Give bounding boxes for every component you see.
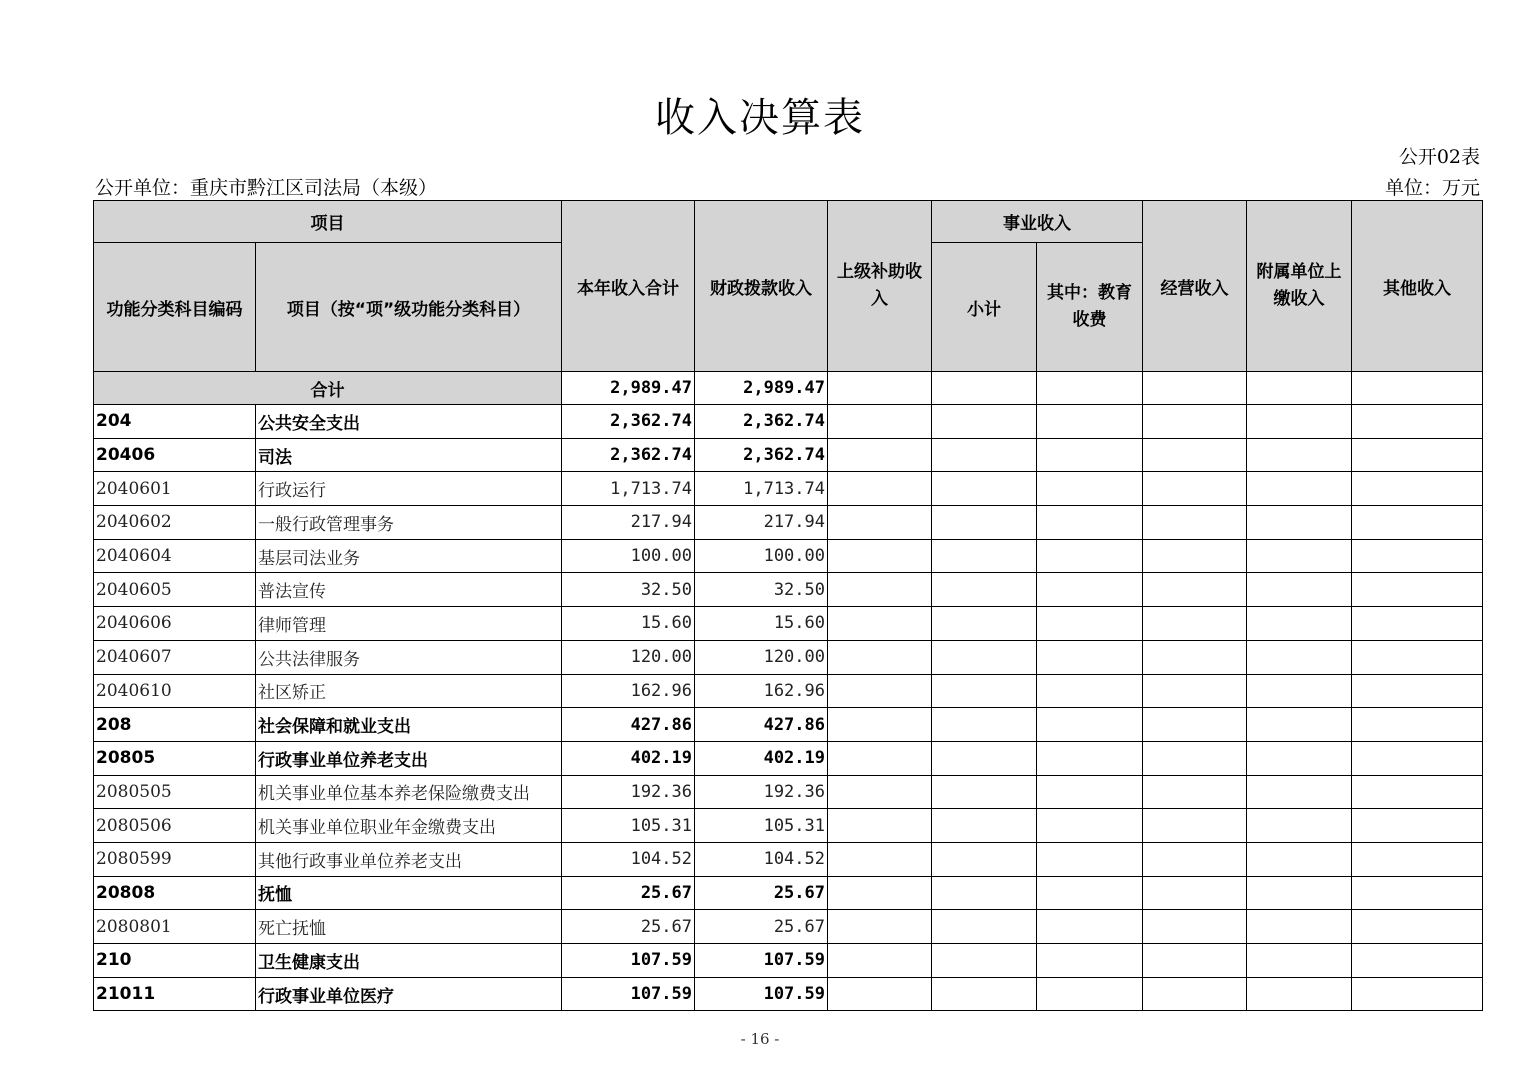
row-fiscal: 107.59 [695,944,828,978]
currency-unit: 单位：万元 [1384,177,1480,199]
empty-cell [1143,472,1247,506]
empty-cell [1143,674,1247,708]
total-fiscal-value: 2,989.47 [695,372,828,405]
row-name: 公共安全支出 [256,405,562,439]
table-row [94,977,1483,1011]
empty-cell [1143,809,1247,843]
report-title: 收入决算表 [655,95,865,141]
empty-cell [932,775,1037,809]
header-subtotal: 小计 [932,243,1037,372]
row-code: 2040605 [94,573,256,607]
row-code: 2040601 [94,472,256,506]
row-code: 2080599 [94,842,256,876]
table-row [94,944,1483,978]
row-total-income: 1,713.74 [562,472,695,506]
empty-cell [1352,573,1483,607]
empty-cell [1247,708,1352,742]
header-business-income: 事业收入 [932,201,1143,243]
empty-cell [932,405,1037,439]
form-number: 公开02表 [1398,146,1480,168]
row-name: 机关事业单位职业年金缴费支出 [256,809,562,843]
header-affiliated: 附属单位上缴收入 [1247,201,1352,372]
empty-cell [1352,977,1483,1011]
row-total-income: 32.50 [562,573,695,607]
row-fiscal: 427.86 [695,708,828,742]
empty-cell [1037,775,1143,809]
empty-cell [932,910,1037,944]
row-fiscal: 402.19 [695,741,828,775]
row-code: 2040607 [94,640,256,674]
total-label: 合计 [94,372,562,405]
row-fiscal: 120.00 [695,640,828,674]
row-name: 抚恤 [256,876,562,910]
empty-cell [828,539,932,573]
empty-cell [1352,438,1483,472]
row-name: 行政事业单位养老支出 [256,741,562,775]
row-code: 2040604 [94,539,256,573]
empty-cell [1143,910,1247,944]
row-name: 社区矫正 [256,674,562,708]
empty-cell [1352,910,1483,944]
table-row [94,741,1483,775]
empty-cell [1037,977,1143,1011]
row-fiscal: 192.36 [695,775,828,809]
empty-cell [932,539,1037,573]
empty-cell [1352,472,1483,506]
empty-cell [1143,708,1247,742]
empty-cell [1352,607,1483,641]
table-row [94,607,1483,641]
empty-cell [1247,876,1352,910]
empty-cell [932,741,1037,775]
row-total-income: 107.59 [562,977,695,1011]
empty-cell [1352,842,1483,876]
empty-cell [828,674,932,708]
table-row [94,405,1483,439]
empty-cell [1247,506,1352,540]
empty-cell [932,674,1037,708]
empty-cell [932,573,1037,607]
empty-cell [1247,910,1352,944]
empty-cell [828,506,932,540]
empty-cell [1247,977,1352,1011]
empty-cell [1037,910,1143,944]
empty-cell [1352,809,1483,843]
table-row [94,708,1483,742]
row-name: 社会保障和就业支出 [256,708,562,742]
empty-cell [828,472,932,506]
row-code: 2040602 [94,506,256,540]
row-fiscal: 1,713.74 [695,472,828,506]
empty-cell [828,910,932,944]
empty-cell [828,944,932,978]
empty-cell [932,809,1037,843]
empty-cell [1143,607,1247,641]
row-fiscal: 25.67 [695,910,828,944]
row-name: 一般行政管理事务 [256,506,562,540]
row-code: 2080801 [94,910,256,944]
table-row [94,876,1483,910]
empty-cell [1037,876,1143,910]
row-total-income: 217.94 [562,506,695,540]
total-row [94,372,1483,405]
empty-cell [1247,472,1352,506]
row-total-income: 120.00 [562,640,695,674]
empty-cell [1247,640,1352,674]
header-total-income: 本年收入合计 [562,201,695,372]
empty-cell [1037,708,1143,742]
row-code: 2080505 [94,775,256,809]
empty-cell [1352,640,1483,674]
row-total-income: 427.86 [562,708,695,742]
row-name: 死亡抚恤 [256,910,562,944]
empty-cell [1247,842,1352,876]
empty-cell [1037,741,1143,775]
table-row [94,842,1483,876]
header-item: 项目 [94,201,562,243]
empty-cell [1143,405,1247,439]
empty-cell [932,438,1037,472]
empty-cell [932,640,1037,674]
empty-cell [1143,775,1247,809]
row-fiscal: 104.52 [695,842,828,876]
empty-cell [828,977,932,1011]
empty-cell [1247,438,1352,472]
empty-cell [828,842,932,876]
row-fiscal: 217.94 [695,506,828,540]
row-total-income: 2,362.74 [562,438,695,472]
empty-cell [1143,977,1247,1011]
empty-cell [1352,674,1483,708]
table-row [94,573,1483,607]
empty-cell [1352,775,1483,809]
empty-cell [1143,640,1247,674]
row-fiscal: 100.00 [695,539,828,573]
row-total-income: 2,362.74 [562,405,695,439]
table-row [94,910,1483,944]
row-total-income: 100.00 [562,539,695,573]
empty-cell [828,607,932,641]
empty-cell [1037,573,1143,607]
row-code: 2040610 [94,674,256,708]
table-row [94,438,1483,472]
empty-cell [1247,741,1352,775]
empty-cell [1143,741,1247,775]
row-name: 行政事业单位医疗 [256,977,562,1011]
empty-cell [1143,506,1247,540]
empty-cell [932,977,1037,1011]
empty-cell [828,809,932,843]
empty-cell [1352,876,1483,910]
empty-cell [828,741,932,775]
table-row [94,674,1483,708]
row-total-income: 105.31 [562,809,695,843]
empty-cell [932,842,1037,876]
empty-cell [1352,708,1483,742]
empty-cell [828,708,932,742]
table-row [94,506,1483,540]
row-total-income: 25.67 [562,910,695,944]
empty-cell [1037,506,1143,540]
row-code: 210 [94,944,256,978]
row-name: 行政运行 [256,472,562,506]
empty-cell [1143,539,1247,573]
empty-cell [1037,640,1143,674]
income-table [93,200,1483,1011]
row-code: 21011 [94,977,256,1011]
row-fiscal: 15.60 [695,607,828,641]
header-code: 功能分类科目编码 [94,243,256,372]
empty-cell [1037,809,1143,843]
empty-cell [1037,438,1143,472]
empty-cell [1037,539,1143,573]
empty-cell [932,607,1037,641]
row-total-income: 402.19 [562,741,695,775]
row-fiscal: 107.59 [695,977,828,1011]
empty-cell [1247,809,1352,843]
row-fiscal: 2,362.74 [695,405,828,439]
empty-cell [1143,876,1247,910]
empty-cell [1037,842,1143,876]
row-name: 司法 [256,438,562,472]
empty-cell [1143,573,1247,607]
empty-cell [1037,944,1143,978]
reporting-unit: 公开单位：重庆市黔江区司法局（本级） [95,177,438,199]
header-other: 其他收入 [1352,201,1483,372]
table-row [94,472,1483,506]
row-fiscal: 2,362.74 [695,438,828,472]
row-name: 公共法律服务 [256,640,562,674]
table-row [94,775,1483,809]
row-fiscal: 32.50 [695,573,828,607]
row-name: 普法宣传 [256,573,562,607]
row-code: 2040606 [94,607,256,641]
row-name: 机关事业单位基本养老保险缴费支出 [256,775,562,809]
row-total-income: 104.52 [562,842,695,876]
empty-cell [1247,405,1352,439]
row-name: 基层司法业务 [256,539,562,573]
empty-cell [932,944,1037,978]
row-code: 20805 [94,741,256,775]
header-superior-subsidy: 上级补助收入 [828,201,932,372]
row-code: 204 [94,405,256,439]
empty-cell [1352,506,1483,540]
empty-cell [1247,539,1352,573]
empty-cell [1037,607,1143,641]
row-fiscal: 105.31 [695,809,828,843]
empty-cell [1247,607,1352,641]
empty-cell [828,876,932,910]
empty-cell [1247,573,1352,607]
table-row [94,539,1483,573]
header-fiscal: 财政拨款收入 [695,201,828,372]
empty-cell [1352,741,1483,775]
row-code: 2080506 [94,809,256,843]
table-row [94,809,1483,843]
empty-cell [1247,674,1352,708]
empty-cell [828,405,932,439]
empty-cell [1352,539,1483,573]
row-code: 20406 [94,438,256,472]
empty-cell [1037,674,1143,708]
row-code: 208 [94,708,256,742]
row-total-income: 107.59 [562,944,695,978]
empty-cell [1143,944,1247,978]
empty-cell [932,472,1037,506]
empty-cell [828,438,932,472]
row-total-income: 192.36 [562,775,695,809]
row-name: 其他行政事业单位养老支出 [256,842,562,876]
empty-cell [932,708,1037,742]
row-code: 20808 [94,876,256,910]
empty-cell [1352,405,1483,439]
empty-cell [1247,944,1352,978]
empty-cell [828,775,932,809]
header-operating: 经营收入 [1143,201,1247,372]
empty-cell [828,640,932,674]
row-fiscal: 162.96 [695,674,828,708]
row-total-income: 15.60 [562,607,695,641]
row-total-income: 162.96 [562,674,695,708]
row-name: 律师管理 [256,607,562,641]
empty-cell [1037,405,1143,439]
row-total-income: 25.67 [562,876,695,910]
row-name: 卫生健康支出 [256,944,562,978]
header-education-fee: 其中：教育收费 [1037,243,1143,372]
empty-cell [1143,842,1247,876]
header-item-name: 项目（按“项”级功能分类科目） [256,243,562,372]
empty-cell [1143,438,1247,472]
empty-cell [1352,944,1483,978]
page-number: - 16 - [740,1030,780,1048]
empty-cell [932,506,1037,540]
empty-cell [1037,472,1143,506]
row-fiscal: 25.67 [695,876,828,910]
empty-cell [932,876,1037,910]
empty-cell [828,573,932,607]
total-income-value: 2,989.47 [562,372,695,405]
table-row [94,640,1483,674]
empty-cell [1247,775,1352,809]
